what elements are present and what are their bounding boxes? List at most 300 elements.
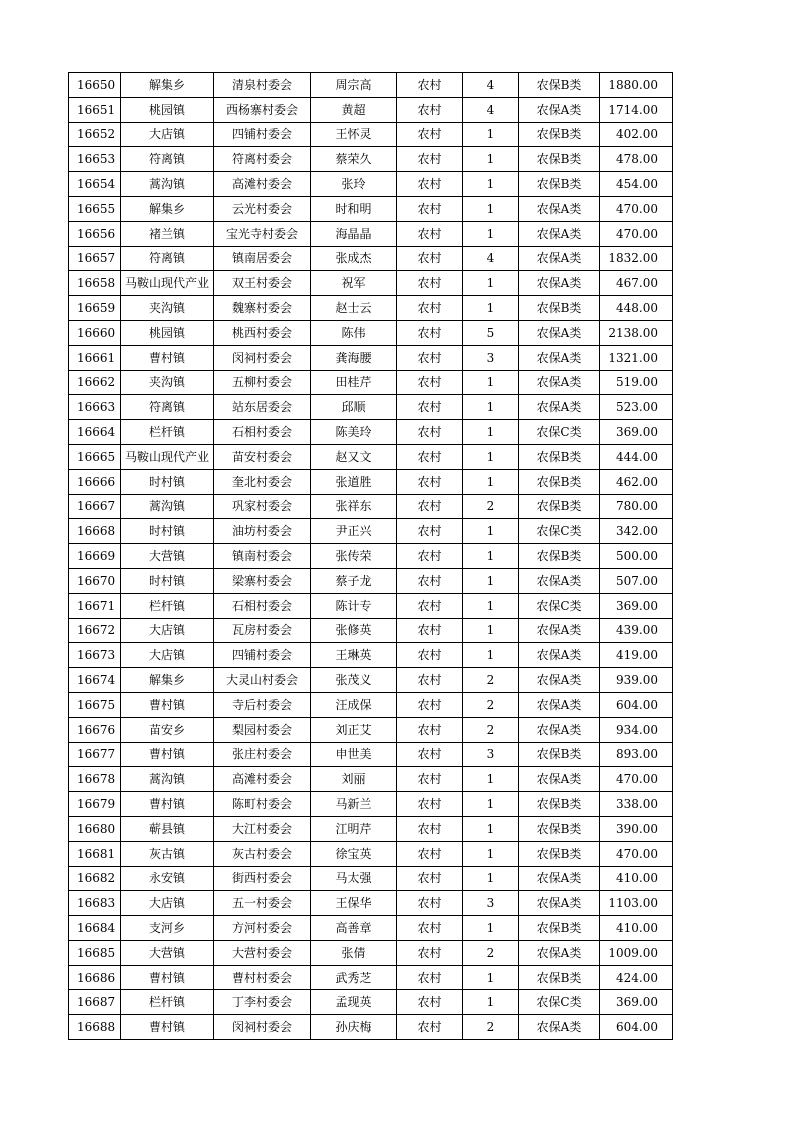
township-cell: 曹村镇 bbox=[121, 742, 214, 767]
household-count-cell: 1 bbox=[463, 866, 519, 891]
person-name-cell: 时和明 bbox=[311, 196, 397, 221]
person-name-cell: 陈伟 bbox=[311, 320, 397, 345]
amount-cell: 893.00 bbox=[600, 742, 673, 767]
record-id-cell: 16656 bbox=[69, 221, 121, 246]
amount-cell: 454.00 bbox=[600, 172, 673, 197]
insurance-category-cell: 农保A类 bbox=[519, 345, 600, 370]
township-cell: 支河乡 bbox=[121, 916, 214, 941]
household-count-cell: 1 bbox=[463, 544, 519, 569]
person-name-cell: 祝军 bbox=[311, 271, 397, 296]
table-row bbox=[69, 717, 673, 742]
amount-cell: 2138.00 bbox=[600, 320, 673, 345]
village-committee-cell: 街西村委会 bbox=[214, 866, 311, 891]
table-row bbox=[69, 990, 673, 1015]
household-count-cell: 5 bbox=[463, 320, 519, 345]
insurance-category-cell: 农保B类 bbox=[519, 965, 600, 990]
household-count-cell: 1 bbox=[463, 990, 519, 1015]
person-name-cell: 刘正艾 bbox=[311, 717, 397, 742]
township-cell: 解集乡 bbox=[121, 668, 214, 693]
insurance-category-cell: 农保C类 bbox=[519, 420, 600, 445]
amount-cell: 470.00 bbox=[600, 841, 673, 866]
table-row bbox=[69, 767, 673, 792]
village-committee-cell: 五柳村委会 bbox=[214, 370, 311, 395]
table-row bbox=[69, 593, 673, 618]
township-cell: 桃园镇 bbox=[121, 97, 214, 122]
insurance-category-cell: 农保A类 bbox=[519, 866, 600, 891]
insurance-category-cell: 农保A类 bbox=[519, 395, 600, 420]
household-count-cell: 1 bbox=[463, 618, 519, 643]
village-committee-cell: 石相村委会 bbox=[214, 593, 311, 618]
area-type-cell: 农村 bbox=[397, 568, 463, 593]
person-name-cell: 海晶晶 bbox=[311, 221, 397, 246]
household-count-cell: 3 bbox=[463, 891, 519, 916]
amount-cell: 369.00 bbox=[600, 420, 673, 445]
amount-cell: 470.00 bbox=[600, 196, 673, 221]
household-count-cell: 2 bbox=[463, 692, 519, 717]
person-name-cell: 黄超 bbox=[311, 97, 397, 122]
amount-cell: 1880.00 bbox=[600, 73, 673, 98]
record-id-cell: 16669 bbox=[69, 544, 121, 569]
household-count-cell: 4 bbox=[463, 73, 519, 98]
insurance-category-cell: 农保A类 bbox=[519, 271, 600, 296]
amount-cell: 1321.00 bbox=[600, 345, 673, 370]
person-name-cell: 赵又文 bbox=[311, 444, 397, 469]
person-name-cell: 马新兰 bbox=[311, 792, 397, 817]
village-committee-cell: 梁寨村委会 bbox=[214, 568, 311, 593]
village-committee-cell: 大江村委会 bbox=[214, 816, 311, 841]
insurance-category-cell: 农保C类 bbox=[519, 593, 600, 618]
insurance-category-cell: 农保A类 bbox=[519, 196, 600, 221]
household-count-cell: 2 bbox=[463, 940, 519, 965]
table-row bbox=[69, 345, 673, 370]
area-type-cell: 农村 bbox=[397, 816, 463, 841]
insurance-category-cell: 农保A类 bbox=[519, 891, 600, 916]
person-name-cell: 张玲 bbox=[311, 172, 397, 197]
person-name-cell: 张倩 bbox=[311, 940, 397, 965]
village-committee-cell: 桃西村委会 bbox=[214, 320, 311, 345]
township-cell: 大店镇 bbox=[121, 891, 214, 916]
record-id-cell: 16680 bbox=[69, 816, 121, 841]
household-count-cell: 2 bbox=[463, 717, 519, 742]
insurance-category-cell: 农保A类 bbox=[519, 97, 600, 122]
insurance-category-cell: 农保B类 bbox=[519, 122, 600, 147]
insurance-category-cell: 农保A类 bbox=[519, 767, 600, 792]
record-id-cell: 16672 bbox=[69, 618, 121, 643]
person-name-cell: 刘丽 bbox=[311, 767, 397, 792]
record-id-cell: 16671 bbox=[69, 593, 121, 618]
table-row bbox=[69, 792, 673, 817]
table-row bbox=[69, 742, 673, 767]
amount-cell: 780.00 bbox=[600, 494, 673, 519]
household-count-cell: 2 bbox=[463, 668, 519, 693]
table-row bbox=[69, 271, 673, 296]
township-cell: 永安镇 bbox=[121, 866, 214, 891]
village-committee-cell: 西杨寨村委会 bbox=[214, 97, 311, 122]
person-name-cell: 张祥东 bbox=[311, 494, 397, 519]
area-type-cell: 农村 bbox=[397, 221, 463, 246]
area-type-cell: 农村 bbox=[397, 494, 463, 519]
record-id-cell: 16681 bbox=[69, 841, 121, 866]
village-committee-cell: 四铺村委会 bbox=[214, 643, 311, 668]
township-cell: 曹村镇 bbox=[121, 692, 214, 717]
township-cell: 解集乡 bbox=[121, 73, 214, 98]
area-type-cell: 农村 bbox=[397, 544, 463, 569]
person-name-cell: 汪成保 bbox=[311, 692, 397, 717]
amount-cell: 467.00 bbox=[600, 271, 673, 296]
person-name-cell: 张修英 bbox=[311, 618, 397, 643]
area-type-cell: 农村 bbox=[397, 246, 463, 271]
insurance-category-cell: 农保B类 bbox=[519, 73, 600, 98]
area-type-cell: 农村 bbox=[397, 122, 463, 147]
person-name-cell: 王保华 bbox=[311, 891, 397, 916]
area-type-cell: 农村 bbox=[397, 370, 463, 395]
record-id-cell: 16664 bbox=[69, 420, 121, 445]
insurance-category-cell: 农保A类 bbox=[519, 717, 600, 742]
village-committee-cell: 曹村村委会 bbox=[214, 965, 311, 990]
area-type-cell: 农村 bbox=[397, 891, 463, 916]
area-type-cell: 农村 bbox=[397, 172, 463, 197]
person-name-cell: 蔡子龙 bbox=[311, 568, 397, 593]
village-committee-cell: 张庄村委会 bbox=[214, 742, 311, 767]
person-name-cell: 赵士云 bbox=[311, 296, 397, 321]
area-type-cell: 农村 bbox=[397, 965, 463, 990]
table-row bbox=[69, 370, 673, 395]
area-type-cell: 农村 bbox=[397, 1015, 463, 1040]
household-count-cell: 1 bbox=[463, 568, 519, 593]
insurance-category-cell: 农保B类 bbox=[519, 792, 600, 817]
area-type-cell: 农村 bbox=[397, 692, 463, 717]
record-id-cell: 16665 bbox=[69, 444, 121, 469]
village-committee-cell: 丁李村委会 bbox=[214, 990, 311, 1015]
household-count-cell: 1 bbox=[463, 816, 519, 841]
household-count-cell: 1 bbox=[463, 593, 519, 618]
township-cell: 蒿沟镇 bbox=[121, 172, 214, 197]
village-committee-cell: 陈町村委会 bbox=[214, 792, 311, 817]
amount-cell: 523.00 bbox=[600, 395, 673, 420]
area-type-cell: 农村 bbox=[397, 420, 463, 445]
township-cell: 栏杆镇 bbox=[121, 990, 214, 1015]
table-row bbox=[69, 444, 673, 469]
insurance-category-cell: 农保B类 bbox=[519, 469, 600, 494]
insurance-category-cell: 农保B类 bbox=[519, 296, 600, 321]
record-id-cell: 16683 bbox=[69, 891, 121, 916]
insurance-category-cell: 农保B类 bbox=[519, 742, 600, 767]
village-committee-cell: 闵祠村委会 bbox=[214, 1015, 311, 1040]
township-cell: 灰古镇 bbox=[121, 841, 214, 866]
amount-cell: 338.00 bbox=[600, 792, 673, 817]
record-id-cell: 16678 bbox=[69, 767, 121, 792]
person-name-cell: 张道胜 bbox=[311, 469, 397, 494]
area-type-cell: 农村 bbox=[397, 593, 463, 618]
insurance-category-cell: 农保A类 bbox=[519, 370, 600, 395]
area-type-cell: 农村 bbox=[397, 717, 463, 742]
township-cell: 曹村镇 bbox=[121, 792, 214, 817]
village-committee-cell: 云光村委会 bbox=[214, 196, 311, 221]
insurance-category-cell: 农保C类 bbox=[519, 990, 600, 1015]
household-count-cell: 1 bbox=[463, 420, 519, 445]
record-id-cell: 16658 bbox=[69, 271, 121, 296]
amount-cell: 462.00 bbox=[600, 469, 673, 494]
household-count-cell: 2 bbox=[463, 494, 519, 519]
record-id-cell: 16677 bbox=[69, 742, 121, 767]
table-row bbox=[69, 320, 673, 345]
table-row bbox=[69, 73, 673, 98]
township-cell: 褚兰镇 bbox=[121, 221, 214, 246]
township-cell: 符离镇 bbox=[121, 395, 214, 420]
township-cell: 时村镇 bbox=[121, 568, 214, 593]
table-row bbox=[69, 494, 673, 519]
record-id-cell: 16684 bbox=[69, 916, 121, 941]
amount-cell: 369.00 bbox=[600, 593, 673, 618]
household-count-cell: 1 bbox=[463, 916, 519, 941]
person-name-cell: 陈计专 bbox=[311, 593, 397, 618]
area-type-cell: 农村 bbox=[397, 444, 463, 469]
amount-cell: 1714.00 bbox=[600, 97, 673, 122]
village-committee-cell: 双王村委会 bbox=[214, 271, 311, 296]
household-count-cell: 2 bbox=[463, 1015, 519, 1040]
person-name-cell: 尹正兴 bbox=[311, 519, 397, 544]
insurance-category-cell: 农保B类 bbox=[519, 444, 600, 469]
person-name-cell: 张茂义 bbox=[311, 668, 397, 693]
amount-cell: 507.00 bbox=[600, 568, 673, 593]
person-name-cell: 申世美 bbox=[311, 742, 397, 767]
table-row bbox=[69, 172, 673, 197]
township-cell: 符离镇 bbox=[121, 246, 214, 271]
table-row bbox=[69, 519, 673, 544]
area-type-cell: 农村 bbox=[397, 147, 463, 172]
area-type-cell: 农村 bbox=[397, 469, 463, 494]
village-committee-cell: 高滩村委会 bbox=[214, 172, 311, 197]
record-id-cell: 16685 bbox=[69, 940, 121, 965]
record-id-cell: 16686 bbox=[69, 965, 121, 990]
village-committee-cell: 巩家村委会 bbox=[214, 494, 311, 519]
area-type-cell: 农村 bbox=[397, 841, 463, 866]
household-count-cell: 1 bbox=[463, 221, 519, 246]
amount-cell: 939.00 bbox=[600, 668, 673, 693]
table-row bbox=[69, 891, 673, 916]
township-cell: 夹沟镇 bbox=[121, 370, 214, 395]
household-count-cell: 1 bbox=[463, 122, 519, 147]
record-id-cell: 16650 bbox=[69, 73, 121, 98]
person-name-cell: 徐宝英 bbox=[311, 841, 397, 866]
insurance-category-cell: 农保B类 bbox=[519, 147, 600, 172]
record-id-cell: 16679 bbox=[69, 792, 121, 817]
record-id-cell: 16666 bbox=[69, 469, 121, 494]
insurance-category-cell: 农保A类 bbox=[519, 568, 600, 593]
table-row bbox=[69, 296, 673, 321]
person-name-cell: 武秀芝 bbox=[311, 965, 397, 990]
insurance-category-cell: 农保A类 bbox=[519, 643, 600, 668]
record-id-cell: 16667 bbox=[69, 494, 121, 519]
amount-cell: 410.00 bbox=[600, 916, 673, 941]
insurance-category-cell: 农保A类 bbox=[519, 692, 600, 717]
village-committee-cell: 魏寨村委会 bbox=[214, 296, 311, 321]
amount-cell: 390.00 bbox=[600, 816, 673, 841]
area-type-cell: 农村 bbox=[397, 990, 463, 1015]
household-count-cell: 1 bbox=[463, 196, 519, 221]
township-cell: 栏杆镇 bbox=[121, 420, 214, 445]
village-committee-cell: 四铺村委会 bbox=[214, 122, 311, 147]
amount-cell: 424.00 bbox=[600, 965, 673, 990]
person-name-cell: 王琳英 bbox=[311, 643, 397, 668]
record-id-cell: 16661 bbox=[69, 345, 121, 370]
table-row bbox=[69, 568, 673, 593]
village-committee-cell: 油坊村委会 bbox=[214, 519, 311, 544]
township-cell: 蒿沟镇 bbox=[121, 494, 214, 519]
record-id-cell: 16688 bbox=[69, 1015, 121, 1040]
table-row bbox=[69, 420, 673, 445]
village-committee-cell: 高滩村委会 bbox=[214, 767, 311, 792]
village-committee-cell: 五一村委会 bbox=[214, 891, 311, 916]
table-row bbox=[69, 544, 673, 569]
area-type-cell: 农村 bbox=[397, 767, 463, 792]
insurance-category-cell: 农保B类 bbox=[519, 916, 600, 941]
table-row bbox=[69, 643, 673, 668]
person-name-cell: 龚海腰 bbox=[311, 345, 397, 370]
amount-cell: 369.00 bbox=[600, 990, 673, 1015]
amount-cell: 410.00 bbox=[600, 866, 673, 891]
insurance-category-cell: 农保C类 bbox=[519, 519, 600, 544]
township-cell: 栏杆镇 bbox=[121, 593, 214, 618]
township-cell: 大营镇 bbox=[121, 544, 214, 569]
household-count-cell: 4 bbox=[463, 97, 519, 122]
amount-cell: 402.00 bbox=[600, 122, 673, 147]
area-type-cell: 农村 bbox=[397, 940, 463, 965]
township-cell: 苗安乡 bbox=[121, 717, 214, 742]
area-type-cell: 农村 bbox=[397, 643, 463, 668]
table-row bbox=[69, 97, 673, 122]
village-committee-cell: 灰古村委会 bbox=[214, 841, 311, 866]
table-row bbox=[69, 866, 673, 891]
area-type-cell: 农村 bbox=[397, 742, 463, 767]
village-committee-cell: 寺后村委会 bbox=[214, 692, 311, 717]
amount-cell: 444.00 bbox=[600, 444, 673, 469]
township-cell: 马鞍山现代产业 bbox=[121, 444, 214, 469]
record-id-cell: 16670 bbox=[69, 568, 121, 593]
record-id-cell: 16659 bbox=[69, 296, 121, 321]
township-cell: 夹沟镇 bbox=[121, 296, 214, 321]
records-table bbox=[68, 72, 673, 1040]
area-type-cell: 农村 bbox=[397, 196, 463, 221]
township-cell: 解集乡 bbox=[121, 196, 214, 221]
record-id-cell: 16657 bbox=[69, 246, 121, 271]
person-name-cell: 马太强 bbox=[311, 866, 397, 891]
village-committee-cell: 镇南居委会 bbox=[214, 246, 311, 271]
insurance-category-cell: 农保A类 bbox=[519, 940, 600, 965]
table-row bbox=[69, 147, 673, 172]
person-name-cell: 蔡荣久 bbox=[311, 147, 397, 172]
table-row bbox=[69, 122, 673, 147]
table-row bbox=[69, 246, 673, 271]
person-name-cell: 张传荣 bbox=[311, 544, 397, 569]
person-name-cell: 田桂芹 bbox=[311, 370, 397, 395]
area-type-cell: 农村 bbox=[397, 271, 463, 296]
insurance-category-cell: 农保A类 bbox=[519, 320, 600, 345]
table-row bbox=[69, 618, 673, 643]
record-id-cell: 16662 bbox=[69, 370, 121, 395]
village-committee-cell: 大营村委会 bbox=[214, 940, 311, 965]
village-committee-cell: 瓦房村委会 bbox=[214, 618, 311, 643]
table-row bbox=[69, 221, 673, 246]
table-row bbox=[69, 841, 673, 866]
area-type-cell: 农村 bbox=[397, 320, 463, 345]
village-committee-cell: 石相村委会 bbox=[214, 420, 311, 445]
insurance-category-cell: 农保B类 bbox=[519, 494, 600, 519]
household-count-cell: 1 bbox=[463, 271, 519, 296]
household-count-cell: 3 bbox=[463, 345, 519, 370]
household-count-cell: 1 bbox=[463, 172, 519, 197]
household-count-cell: 4 bbox=[463, 246, 519, 271]
township-cell: 蒿沟镇 bbox=[121, 767, 214, 792]
table-row bbox=[69, 469, 673, 494]
insurance-category-cell: 农保A类 bbox=[519, 668, 600, 693]
table-row bbox=[69, 1015, 673, 1040]
household-count-cell: 1 bbox=[463, 965, 519, 990]
area-type-cell: 农村 bbox=[397, 296, 463, 321]
record-id-cell: 16653 bbox=[69, 147, 121, 172]
township-cell: 大营镇 bbox=[121, 940, 214, 965]
amount-cell: 470.00 bbox=[600, 767, 673, 792]
record-id-cell: 16676 bbox=[69, 717, 121, 742]
household-count-cell: 1 bbox=[463, 792, 519, 817]
amount-cell: 1009.00 bbox=[600, 940, 673, 965]
household-count-cell: 1 bbox=[463, 469, 519, 494]
person-name-cell: 王怀灵 bbox=[311, 122, 397, 147]
amount-cell: 1103.00 bbox=[600, 891, 673, 916]
table-row bbox=[69, 940, 673, 965]
amount-cell: 342.00 bbox=[600, 519, 673, 544]
village-committee-cell: 清泉村委会 bbox=[214, 73, 311, 98]
area-type-cell: 农村 bbox=[397, 618, 463, 643]
household-count-cell: 1 bbox=[463, 519, 519, 544]
amount-cell: 519.00 bbox=[600, 370, 673, 395]
amount-cell: 470.00 bbox=[600, 221, 673, 246]
record-id-cell: 16660 bbox=[69, 320, 121, 345]
insurance-category-cell: 农保B类 bbox=[519, 544, 600, 569]
insurance-category-cell: 农保B类 bbox=[519, 816, 600, 841]
township-cell: 桃园镇 bbox=[121, 320, 214, 345]
person-name-cell: 江明芹 bbox=[311, 816, 397, 841]
township-cell: 曹村镇 bbox=[121, 345, 214, 370]
record-id-cell: 16682 bbox=[69, 866, 121, 891]
township-cell: 大店镇 bbox=[121, 643, 214, 668]
area-type-cell: 农村 bbox=[397, 519, 463, 544]
amount-cell: 1832.00 bbox=[600, 246, 673, 271]
village-committee-cell: 宝光寺村委会 bbox=[214, 221, 311, 246]
person-name-cell: 周宗高 bbox=[311, 73, 397, 98]
table-row bbox=[69, 692, 673, 717]
village-committee-cell: 大灵山村委会 bbox=[214, 668, 311, 693]
household-count-cell: 1 bbox=[463, 444, 519, 469]
table-row bbox=[69, 395, 673, 420]
record-id-cell: 16655 bbox=[69, 196, 121, 221]
amount-cell: 448.00 bbox=[600, 296, 673, 321]
insurance-category-cell: 农保A类 bbox=[519, 1015, 600, 1040]
table-row bbox=[69, 816, 673, 841]
amount-cell: 604.00 bbox=[600, 1015, 673, 1040]
amount-cell: 500.00 bbox=[600, 544, 673, 569]
township-cell: 大店镇 bbox=[121, 618, 214, 643]
village-committee-cell: 奎北村委会 bbox=[214, 469, 311, 494]
township-cell: 符离镇 bbox=[121, 147, 214, 172]
area-type-cell: 农村 bbox=[397, 73, 463, 98]
township-cell: 马鞍山现代产业 bbox=[121, 271, 214, 296]
township-cell: 曹村镇 bbox=[121, 1015, 214, 1040]
insurance-category-cell: 农保B类 bbox=[519, 172, 600, 197]
person-name-cell: 邱顺 bbox=[311, 395, 397, 420]
amount-cell: 934.00 bbox=[600, 717, 673, 742]
household-count-cell: 1 bbox=[463, 296, 519, 321]
